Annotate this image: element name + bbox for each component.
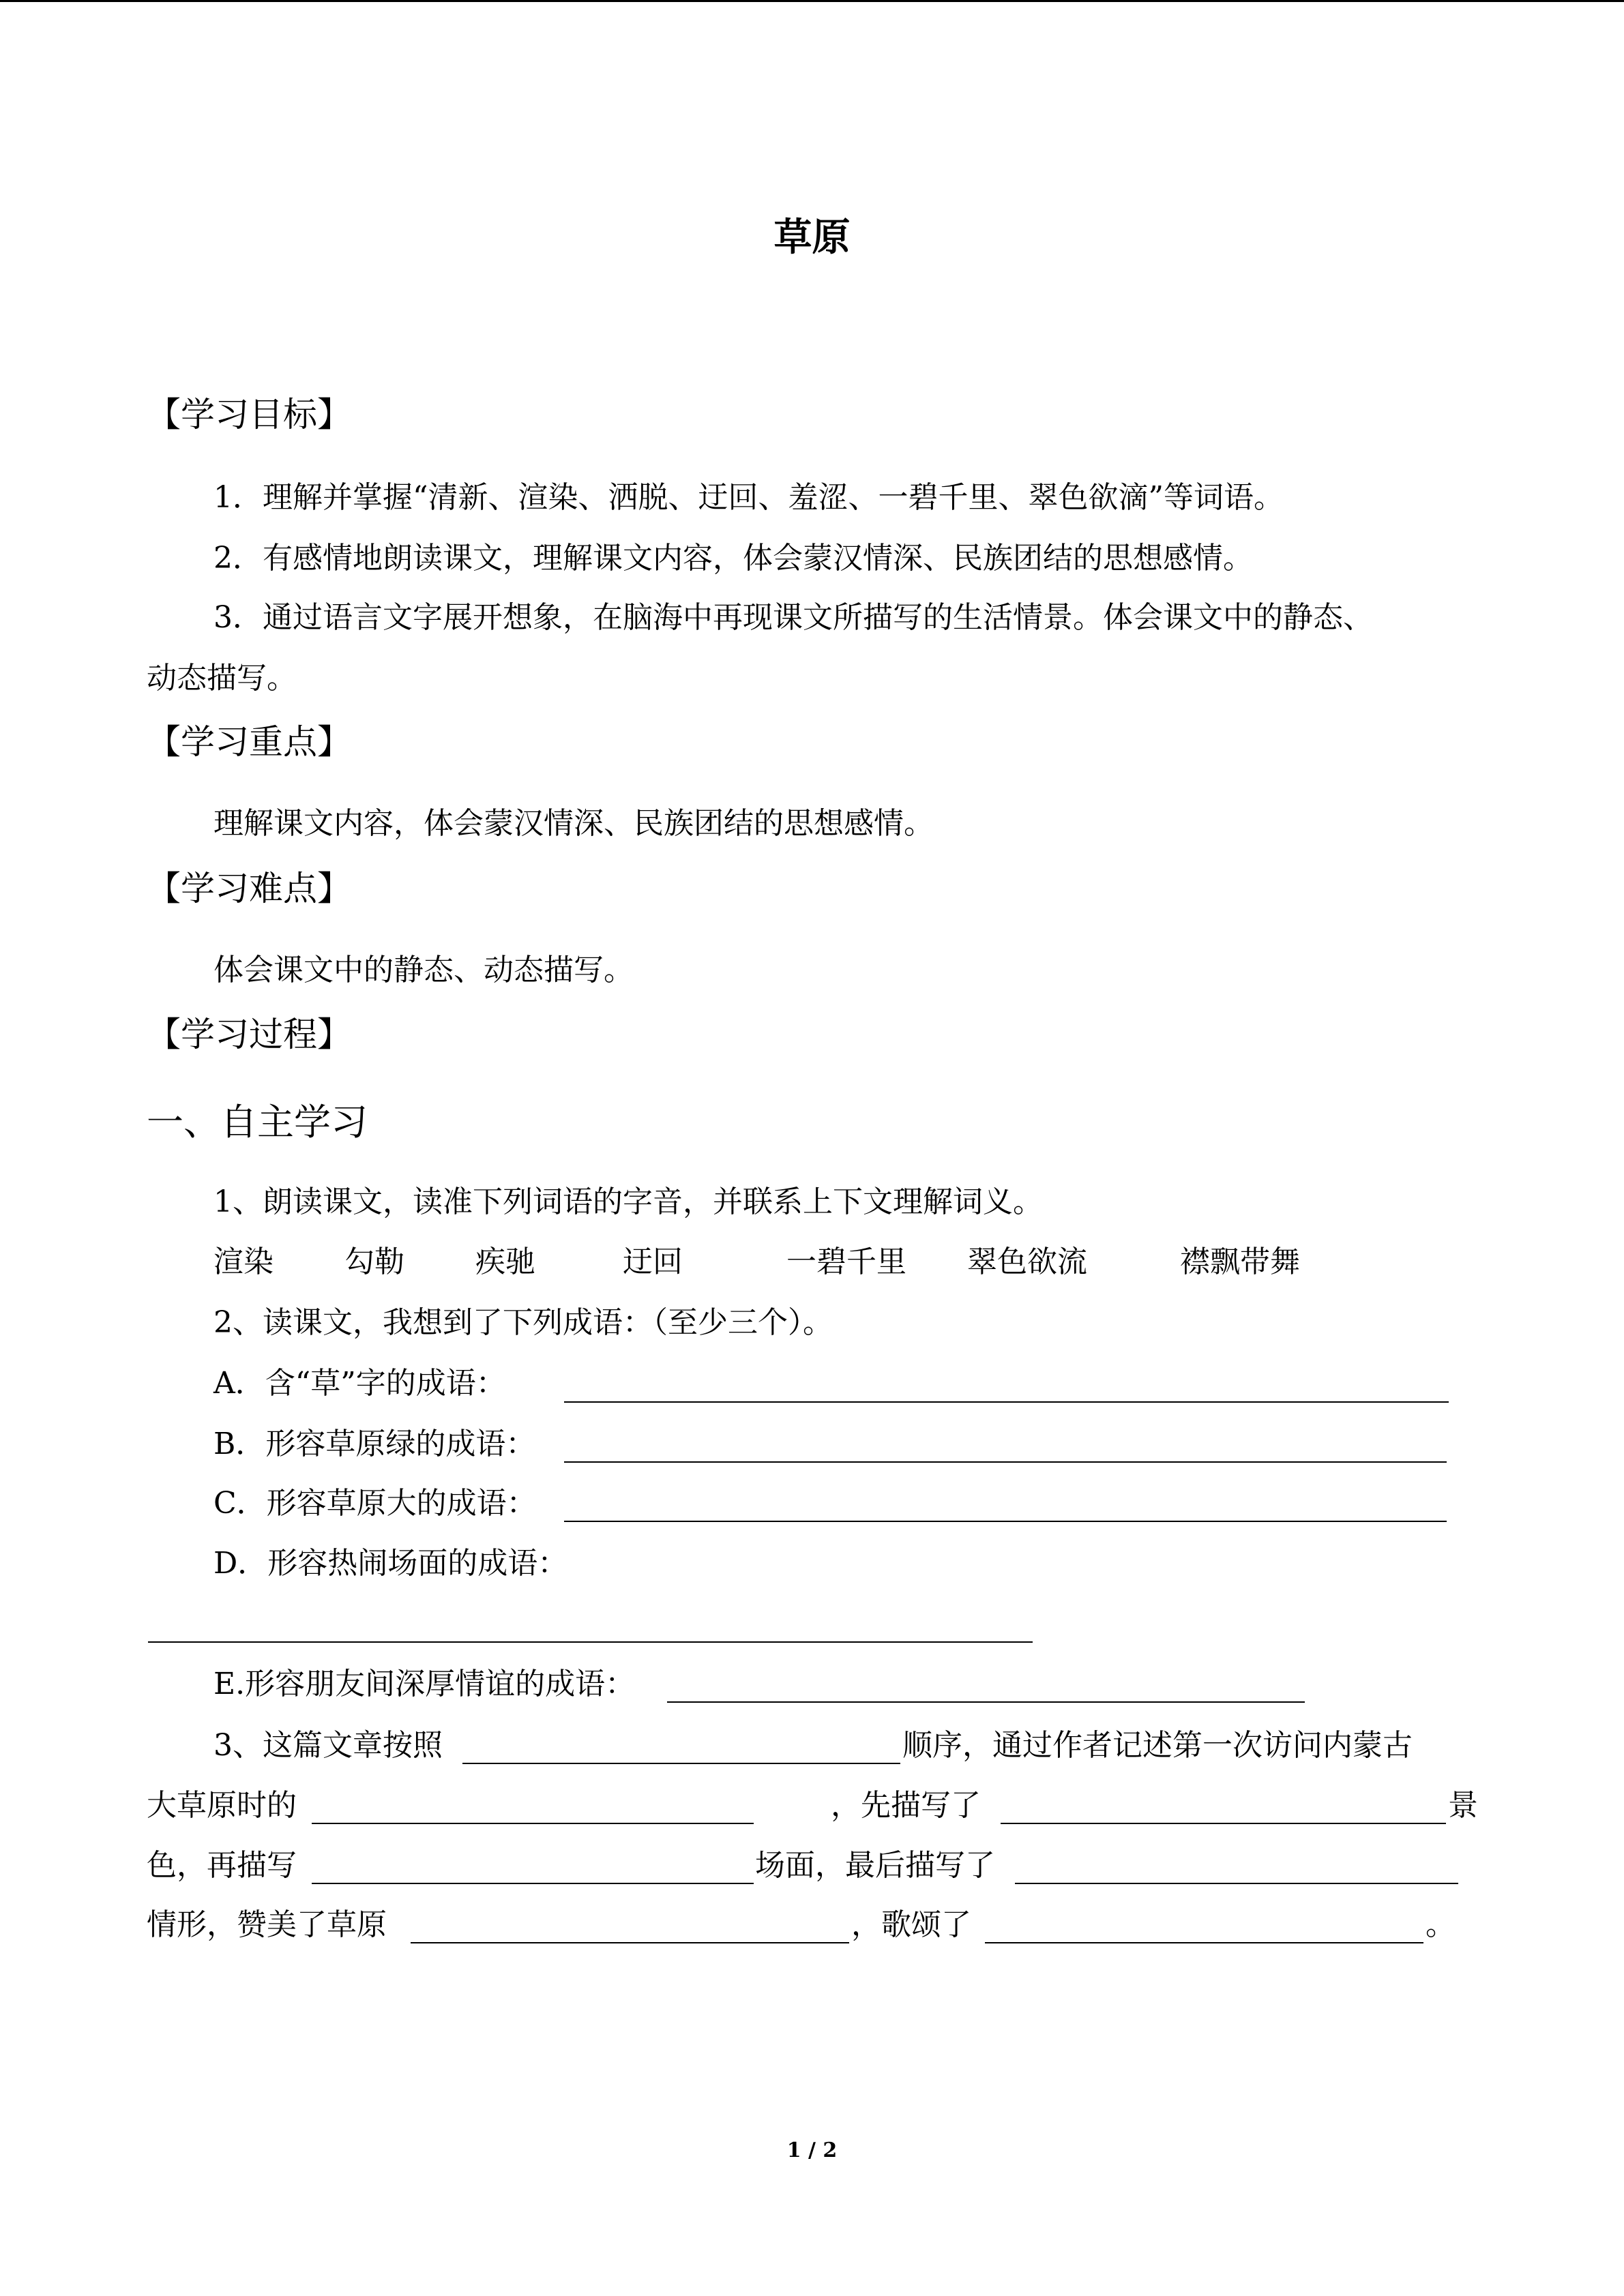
q3-text: ，歌颂了 [851, 1907, 971, 1942]
answer-blank[interactable] [411, 1942, 849, 1943]
goal-item-2: 2．有感情地朗读课文，理解课文内容，体会蒙汉情深、民族团结的思想感情。 [213, 541, 1253, 576]
vocab-word: 翠色欲流 [967, 1244, 1087, 1279]
goals-heading: 【学习目标】 [147, 395, 351, 434]
q3-text: 。 [1426, 1907, 1456, 1942]
answer-blank[interactable] [312, 1883, 754, 1884]
question-2: 2、读课文，我想到了下列成语：（至少三个）。 [213, 1305, 833, 1340]
q2-item-a: A．含“草”字的成语： [213, 1366, 506, 1401]
focus-heading: 【学习重点】 [147, 722, 351, 762]
answer-blank[interactable] [985, 1942, 1423, 1943]
process-heading: 【学习过程】 [147, 1015, 351, 1054]
vocab-word: 渲染 [213, 1244, 274, 1279]
vocab-word: 襟飘带舞 [1180, 1244, 1300, 1279]
answer-blank[interactable] [462, 1763, 900, 1764]
question-1: 1、朗读课文，读准下列词语的字音，并联系上下文理解词义。 [213, 1184, 1043, 1219]
page-title: 草原 [773, 215, 851, 260]
q3-text: 顺序，通过作者记述第一次访问内蒙古 [902, 1728, 1413, 1763]
q2-item-e: E.形容朋友间深厚情谊的成语： [213, 1667, 636, 1701]
vocab-word: 勾勒 [344, 1244, 404, 1279]
answer-blank[interactable] [564, 1401, 1449, 1403]
difficulty-text: 体会课文中的静态、动态描写。 [213, 953, 634, 987]
q3-text: 景 [1448, 1788, 1478, 1823]
vocab-word: 疾驰 [475, 1244, 535, 1279]
focus-text: 理解课文内容，体会蒙汉情深、民族团结的思想感情。 [213, 806, 934, 841]
q2-item-c: C．形容草原大的成语： [213, 1486, 537, 1521]
vocab-word: 迂回 [623, 1244, 683, 1279]
self-study-heading: 一、自主学习 [147, 1101, 368, 1144]
q2-item-b: B．形容草原绿的成语： [213, 1427, 536, 1461]
answer-blank[interactable] [148, 1641, 1033, 1643]
goal-item-3: 3．通过语言文字展开想象，在脑海中再现课文所描写的生活情景。体会课文中的静态、 [213, 600, 1373, 635]
q2-item-d: D．形容热闹场面的成语： [213, 1546, 568, 1581]
vocab-word: 一碧千里 [786, 1244, 906, 1279]
answer-blank[interactable] [667, 1701, 1305, 1703]
goal-item-3-cont: 动态描写。 [147, 661, 297, 696]
q3-text: ，先描写了 [831, 1788, 981, 1823]
q3-text: 3、这篇文章按照 [213, 1728, 443, 1763]
page-number: 1 / 2 [786, 2138, 838, 2162]
q3-text: 大草原时的 [147, 1788, 297, 1823]
answer-blank[interactable] [564, 1521, 1447, 1522]
goal-item-1: 1．理解并掌握“清新、渲染、洒脱、迂回、羞涩、一碧千里、翠色欲滴”等词语。 [213, 480, 1284, 515]
q3-text: 色，再描写 [147, 1848, 297, 1883]
answer-blank[interactable] [564, 1461, 1447, 1463]
difficulty-heading: 【学习难点】 [147, 869, 351, 908]
answer-blank[interactable] [1001, 1823, 1446, 1824]
q3-text: 场面，最后描写了 [755, 1848, 995, 1883]
answer-blank[interactable] [1015, 1883, 1458, 1884]
q3-text: 情形，赞美了草原 [147, 1907, 387, 1942]
answer-blank[interactable] [312, 1823, 754, 1824]
